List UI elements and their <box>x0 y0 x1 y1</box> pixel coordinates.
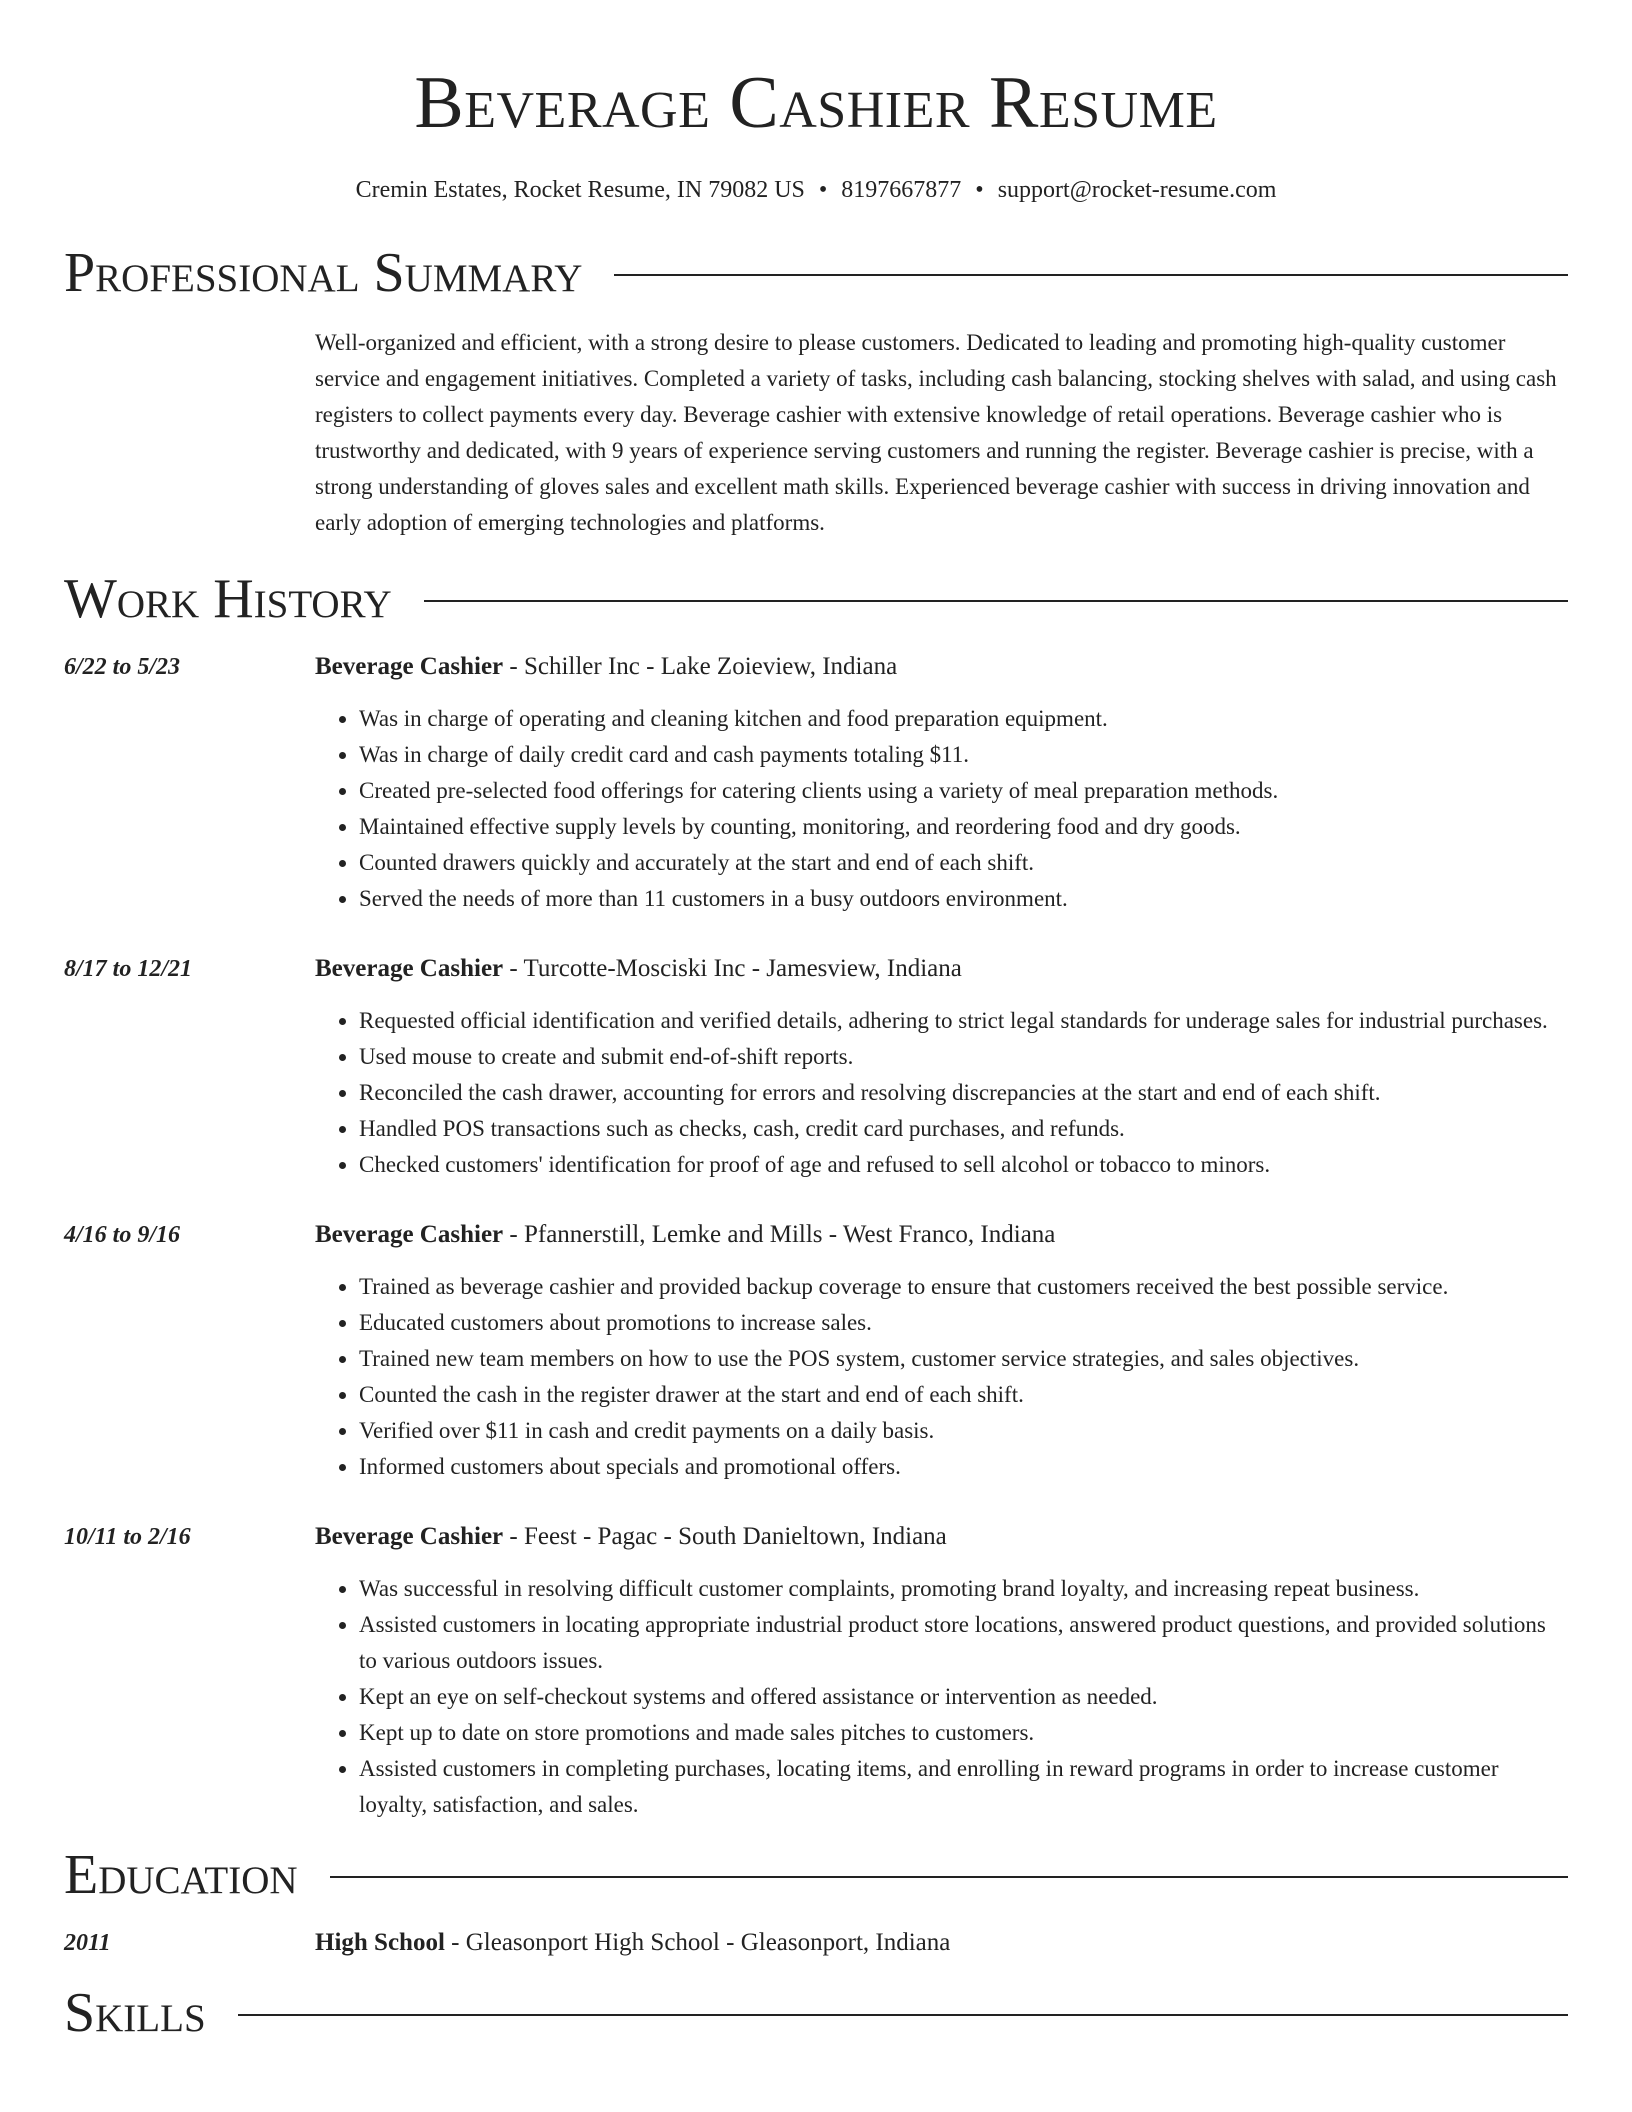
job-dates: 8/17 to 12/21 <box>64 955 193 982</box>
work-history-list <box>64 649 1568 1823</box>
list-item: • Checked customers' identification for proof of age and refused to sell alcohol or tobacco to minors. <box>359 1147 1568 1183</box>
list-item: • Was in charge of operating and cleaning kitchen and food preparation equipment. <box>359 701 1568 737</box>
list-item: • Was in charge of daily credit card and cash payments totaling $11. <box>359 737 1568 773</box>
job-bullets <box>315 1571 1568 1823</box>
education-entry <box>64 1925 1568 1961</box>
list-item: • Handled POS transactions such as checks, cash, credit card purchases, and refunds. <box>359 1111 1568 1147</box>
education-heading: Education <box>64 1843 298 1906</box>
list-item: • Educated customers about promotions to increase sales. <box>359 1305 1568 1341</box>
list-item: • Created pre-selected food offerings for catering clients using a variety of meal preparation methods. <box>359 773 1568 809</box>
education-degree: High School <box>315 1928 445 1956</box>
list-item: • Counted the cash in the register drawer at the start and end of each shift. <box>359 1377 1568 1413</box>
list-item: • Counted drawers quickly and accurately at the start and end of each shift. <box>359 845 1568 881</box>
job-body <box>315 1519 1568 1823</box>
list-item: • Served the needs of more than 11 customers in a busy outdoors environment. <box>359 881 1568 917</box>
job-entry <box>64 649 1568 917</box>
job-role: Beverage Cashier <box>315 954 504 982</box>
skills-heading: Skills <box>64 1981 206 2044</box>
job-dates: 4/16 to 9/16 <box>64 1221 181 1248</box>
section-divider <box>238 2014 1568 2016</box>
job-body <box>315 649 1568 917</box>
list-item: • Requested official identification and verified details, adhering to strict legal standards for underage sales for industrial purchases. <box>359 1003 1568 1039</box>
job-body <box>315 1217 1568 1485</box>
list-item: • Kept an eye on self-checkout systems and offered assistance or intervention as needed. <box>359 1679 1568 1715</box>
job-dates: 10/11 to 2/16 <box>64 1523 191 1550</box>
job-title-line <box>315 649 1568 685</box>
education-line <box>315 1925 1568 1961</box>
section-divider <box>614 274 1568 276</box>
summary-heading: Professional Summary <box>64 241 583 304</box>
list-item: • Trained as beverage cashier and provided backup coverage to ensure that customers received the best possible service. <box>359 1269 1568 1305</box>
list-item: • Trained new team members on how to use the POS system, customer service strategies, and sales objectives. <box>359 1341 1568 1377</box>
job-role: Beverage Cashier <box>315 1522 504 1550</box>
job-title-line <box>315 951 1568 987</box>
job-title-line <box>315 1519 1568 1555</box>
work-section-header <box>64 567 1568 630</box>
education-details: - Gleasonport High School - Gleasonport, Indiana <box>444 1928 951 1956</box>
list-item: • Assisted customers in locating appropriate industrial product store locations, answered product questions, and provided solutions to various outdoors issues. <box>359 1607 1568 1679</box>
section-divider <box>424 600 1568 602</box>
job-role: Beverage Cashier <box>315 1220 504 1248</box>
contact-separator: • <box>975 177 984 203</box>
resume-title: Beverage Cashier Resume <box>414 62 1218 144</box>
education-year: 2011 <box>64 1929 111 1956</box>
list-item: • Kept up to date on store promotions and made sales pitches to customers. <box>359 1715 1568 1751</box>
job-bullets <box>315 1269 1568 1485</box>
job-details: - Schiller Inc - Lake Zoieview, Indiana <box>503 652 898 680</box>
work-heading: Work History <box>64 567 392 630</box>
education-body <box>315 1925 1568 1961</box>
contact-line <box>64 176 1568 205</box>
job-entry <box>64 1217 1568 1485</box>
job-entry <box>64 1519 1568 1823</box>
list-item: • Maintained effective supply levels by counting, monitoring, and reordering food and dry goods. <box>359 809 1568 845</box>
job-title-line <box>315 1217 1568 1253</box>
summary-text: Well-organized and efficient, with a strong desire to please customers. Dedicated to leading and promoting high-quality customer service and engagement initiatives. Completed a variety of tasks, including cash balancing, stocking shelves with salad, and using cash registers to collect payments every day. Beverage cashier with extensive knowledge of retail operations. Beverage cashier who is trustworthy and dedicated, with 9 years of experience serving customers and running the register. Beverage cashier is precise, with a strong understanding of gloves sales and excellent math skills. Experienced beverage cashier with success in driving innovation and early adoption of emerging technologies and platforms. <box>315 329 1557 535</box>
job-details: - Turcotte-Mosciski Inc - Jamesview, Indiana <box>503 954 962 982</box>
contact-phone: 8197667877 <box>841 177 962 203</box>
summary-section-header <box>64 241 1568 304</box>
education-section-header <box>64 1843 1568 1906</box>
contact-separator: • <box>818 177 828 203</box>
skills-section-header <box>64 1981 1568 2044</box>
job-role: Beverage Cashier <box>315 652 504 680</box>
contact-address: Cremin Estates, Rocket Resume, IN 79082 US <box>355 177 805 203</box>
job-details: - Pfannerstill, Lemke and Mills - West Franco, Indiana <box>503 1220 1056 1248</box>
job-bullets <box>315 701 1568 917</box>
list-item: • Informed customers about specials and promotional offers. <box>359 1449 1568 1485</box>
list-item: • Verified over $11 in cash and credit payments on a daily basis. <box>359 1413 1568 1449</box>
list-item: • Reconciled the cash drawer, accounting for errors and resolving discrepancies at the start and end of each shift. <box>359 1075 1568 1111</box>
contact-email: support@rocket-resume.com <box>997 177 1277 203</box>
list-item: • Was successful in resolving difficult customer complaints, promoting brand loyalty, and increasing repeat business. <box>359 1571 1568 1607</box>
section-divider <box>330 1876 1568 1878</box>
job-entry <box>64 951 1568 1183</box>
list-item: • Assisted customers in completing purchases, locating items, and enrolling in reward programs in order to increase customer loyalty, satisfaction, and sales. <box>359 1751 1568 1823</box>
education-list <box>64 1925 1568 1961</box>
job-bullets <box>315 1003 1568 1183</box>
job-details: - Feest - Pagac - South Danieltown, Indiana <box>503 1522 947 1550</box>
job-dates: 6/22 to 5/23 <box>64 653 181 680</box>
list-item: • Used mouse to create and submit end-of-shift reports. <box>359 1039 1568 1075</box>
job-body <box>315 951 1568 1183</box>
